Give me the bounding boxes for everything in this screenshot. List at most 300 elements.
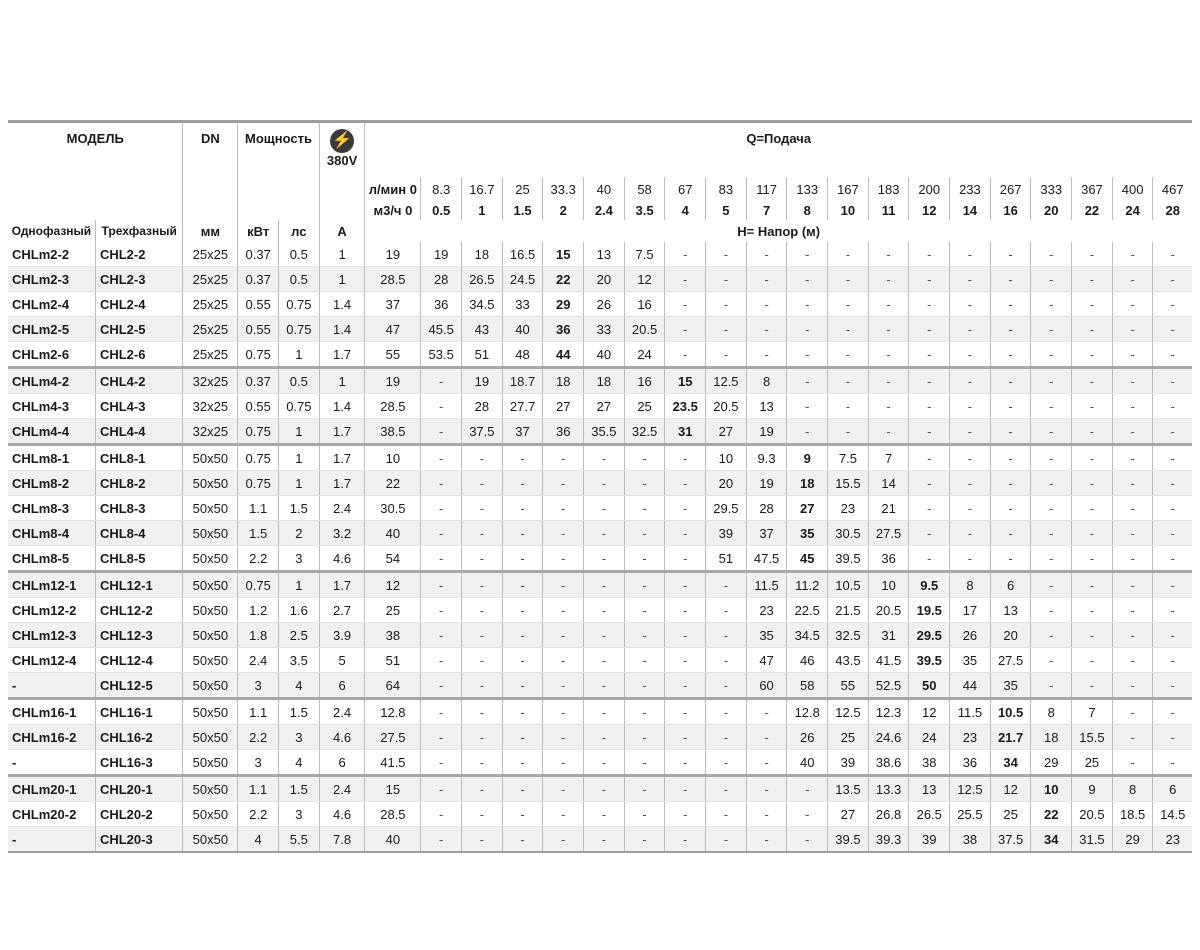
single-phase-model: CHLm8-4: [8, 521, 95, 546]
head-value: -: [706, 750, 747, 776]
head-value: -: [1153, 445, 1192, 471]
amp-value: 5: [319, 648, 365, 673]
head-value: -: [543, 827, 584, 853]
head-value: 44: [543, 342, 584, 368]
head-value: 34.5: [787, 623, 828, 648]
hp-value: 1.6: [279, 598, 320, 623]
head-value: -: [543, 776, 584, 802]
head-value: -: [909, 471, 950, 496]
flow-m3h-value: 7: [746, 201, 787, 220]
single-phase-model: CHLm12-3: [8, 623, 95, 648]
table-row: [8, 419, 1192, 445]
three-phase-model: CHL16-2: [95, 725, 182, 750]
head-value: -: [746, 802, 787, 827]
head-value: -: [1112, 725, 1153, 750]
head-at-zero-flow: 25: [365, 598, 421, 623]
dn-value: 50x50: [183, 699, 238, 725]
kw-value: 0.55: [238, 292, 279, 317]
head-value: 45.5: [421, 317, 462, 342]
kw-value: 0.75: [238, 342, 279, 368]
head-value: -: [1072, 317, 1113, 342]
head-value: 35: [990, 673, 1031, 699]
head-value: 33: [502, 292, 543, 317]
table-row: [8, 292, 1192, 317]
dn-value: 50x50: [183, 496, 238, 521]
head-value: 19: [462, 368, 503, 394]
three-phase-model: CHL12-2: [95, 598, 182, 623]
head-at-zero-flow: 38: [365, 623, 421, 648]
head-value: -: [828, 394, 869, 419]
head-value: -: [1072, 572, 1113, 598]
head-value: -: [868, 419, 909, 445]
head-value: -: [990, 471, 1031, 496]
head-value: -: [502, 776, 543, 802]
power-spacer: [238, 177, 319, 201]
head-value: -: [462, 699, 503, 725]
flow-m3h-value: 5: [706, 201, 747, 220]
head-value: -: [421, 368, 462, 394]
head-value: -: [624, 445, 665, 471]
head-value: -: [746, 267, 787, 292]
head-value: 33: [584, 317, 625, 342]
head-value: -: [502, 827, 543, 853]
head-value: 55: [828, 673, 869, 699]
head-value: -: [909, 445, 950, 471]
head-value: -: [1153, 699, 1192, 725]
head-value: -: [828, 317, 869, 342]
head-value: 29: [1031, 750, 1072, 776]
head-value: 18: [543, 368, 584, 394]
head-value: -: [828, 267, 869, 292]
head-value: 29: [1112, 827, 1153, 853]
hp-value: 1.5: [279, 496, 320, 521]
head-value: 27: [543, 394, 584, 419]
single-phase-model: CHLm2-4: [8, 292, 95, 317]
head-value: -: [584, 598, 625, 623]
head-value: -: [665, 802, 706, 827]
head-value: 18: [1031, 725, 1072, 750]
flow-lmin-value: 58: [624, 177, 665, 201]
head-value: -: [787, 292, 828, 317]
head-value: 37.5: [990, 827, 1031, 853]
head-value: -: [1112, 471, 1153, 496]
head-value: 19: [746, 471, 787, 496]
dn-value: 25x25: [183, 317, 238, 342]
dn-value: 50x50: [183, 445, 238, 471]
head-value: -: [1112, 242, 1153, 267]
head-value: 34: [990, 750, 1031, 776]
hp-value: 4: [279, 673, 320, 699]
head-value: -: [950, 419, 991, 445]
single-phase-model: CHLm2-5: [8, 317, 95, 342]
flow-lmin-value: 40: [584, 177, 625, 201]
head-value: 46: [787, 648, 828, 673]
kw-value: 1.1: [238, 496, 279, 521]
head-value: -: [462, 802, 503, 827]
head-value: 22.5: [787, 598, 828, 623]
head-value: -: [502, 623, 543, 648]
head-value: -: [421, 572, 462, 598]
head-value: -: [624, 648, 665, 673]
three-phase-model: CHL12-4: [95, 648, 182, 673]
table-row: [8, 802, 1192, 827]
head-value: 35.5: [584, 419, 625, 445]
head-value: -: [1031, 317, 1072, 342]
head-value: -: [665, 648, 706, 673]
head-value: -: [990, 445, 1031, 471]
three-phase-model: CHL4-4: [95, 419, 182, 445]
head-value: -: [1072, 546, 1113, 572]
head-value: 12: [624, 267, 665, 292]
head-value: -: [665, 292, 706, 317]
head-value: -: [502, 598, 543, 623]
kw-value: 3: [238, 750, 279, 776]
amp-value: 6: [319, 673, 365, 699]
hp-value: 3.5: [279, 648, 320, 673]
head-value: -: [462, 546, 503, 572]
flow-m3h-value: 0.5: [421, 201, 462, 220]
head-value: -: [1112, 292, 1153, 317]
single-phase-model: CHLm12-4: [8, 648, 95, 673]
head-value: 45: [787, 546, 828, 572]
hp-value: 0.75: [279, 292, 320, 317]
head-value: 52.5: [868, 673, 909, 699]
flow-m3h-value: 1.5: [502, 201, 543, 220]
head-value: -: [543, 750, 584, 776]
hp-value: 2.5: [279, 623, 320, 648]
head-value: -: [421, 725, 462, 750]
head-value: 25: [828, 725, 869, 750]
head-at-zero-flow: 64: [365, 673, 421, 699]
head-value: 9.5: [909, 572, 950, 598]
head-value: -: [990, 394, 1031, 419]
head-value: -: [421, 648, 462, 673]
kw-value: 4: [238, 827, 279, 853]
dn-value: 50x50: [183, 648, 238, 673]
three-phase-model: CHL2-5: [95, 317, 182, 342]
head-value: 36: [543, 317, 584, 342]
hp-value: 3: [279, 802, 320, 827]
head-value: -: [502, 750, 543, 776]
head-value: 7.5: [828, 445, 869, 471]
flow-m3h-value: 16: [990, 201, 1031, 220]
dn-value: 32x25: [183, 368, 238, 394]
head-value: -: [1072, 368, 1113, 394]
head-value: -: [665, 496, 706, 521]
dn-value: 50x50: [183, 521, 238, 546]
head-value: 8: [950, 572, 991, 598]
head-value: 15.5: [828, 471, 869, 496]
head-value: -: [665, 242, 706, 267]
flow-m3h-value: 10: [828, 201, 869, 220]
head-value: 12.5: [950, 776, 991, 802]
dn-value: 25x25: [183, 292, 238, 317]
head-value: 16.5: [502, 242, 543, 267]
head-value: -: [1031, 342, 1072, 368]
head-value: 51: [706, 546, 747, 572]
flow-m3h-value: 20: [1031, 201, 1072, 220]
single-phase-model: CHLm16-2: [8, 725, 95, 750]
head-value: 31.5: [1072, 827, 1113, 853]
head-value: 21: [868, 496, 909, 521]
head-value: -: [1153, 572, 1192, 598]
head-value: -: [543, 699, 584, 725]
head-value: -: [462, 572, 503, 598]
amp-value: 1.4: [319, 317, 365, 342]
head-value: -: [706, 598, 747, 623]
head-value: -: [1031, 368, 1072, 394]
head-value: 38: [909, 750, 950, 776]
head-value: -: [909, 546, 950, 572]
table-row: [8, 750, 1192, 776]
head-value: 7: [1072, 699, 1113, 725]
head-value: -: [584, 802, 625, 827]
head-value: -: [1072, 673, 1113, 699]
head-value: -: [909, 419, 950, 445]
flow-lmin-value: 16.7: [462, 177, 503, 201]
head-value: -: [1031, 673, 1072, 699]
three-phase-model: CHL8-2: [95, 471, 182, 496]
flow-m3h-value: 14: [950, 201, 991, 220]
kw-value: 1.2: [238, 598, 279, 623]
head-value: -: [421, 496, 462, 521]
head-value: 38: [950, 827, 991, 853]
head-at-zero-flow: 27.5: [365, 725, 421, 750]
head-value: -: [1031, 648, 1072, 673]
head-value: -: [950, 546, 991, 572]
head-value: -: [1031, 471, 1072, 496]
head-value: -: [462, 827, 503, 853]
hp-value: 4: [279, 750, 320, 776]
kw-value: 3: [238, 673, 279, 699]
single-phase-model: CHLm2-6: [8, 342, 95, 368]
head-value: -: [787, 368, 828, 394]
hp-value: 1: [279, 572, 320, 598]
head-value: -: [787, 267, 828, 292]
table-row: [8, 546, 1192, 572]
head-value: -: [1112, 648, 1153, 673]
voltage-label: 380V: [326, 153, 358, 168]
head-value: 21.7: [990, 725, 1031, 750]
head-value: 13: [584, 242, 625, 267]
head-value: 18: [462, 242, 503, 267]
head-value: 13: [746, 394, 787, 419]
head-value: -: [1153, 317, 1192, 342]
head-value: 23: [828, 496, 869, 521]
three-phase-model: CHL20-2: [95, 802, 182, 827]
dn-value: 25x25: [183, 342, 238, 368]
head-value: -: [950, 267, 991, 292]
head-header: H= Напор (м): [737, 223, 821, 239]
dn-header: DN: [183, 122, 238, 221]
flow-m3h-value: 4: [665, 201, 706, 220]
head-value: -: [868, 342, 909, 368]
dn-value: 32x25: [183, 394, 238, 419]
kw-value: 0.75: [238, 471, 279, 496]
head-value: 15: [543, 242, 584, 267]
head-value: -: [1072, 598, 1113, 623]
head-value: 44: [950, 673, 991, 699]
head-value: 23: [746, 598, 787, 623]
head-value: -: [1112, 750, 1153, 776]
single-phase-model: CHLm4-3: [8, 394, 95, 419]
head-value: 27.5: [990, 648, 1031, 673]
head-value: -: [1112, 521, 1153, 546]
amp-value: 1.4: [319, 394, 365, 419]
head-value: -: [706, 827, 747, 853]
head-value: -: [1072, 292, 1113, 317]
head-at-zero-flow: 19: [365, 368, 421, 394]
head-value: -: [1153, 292, 1192, 317]
hp-value: 2: [279, 521, 320, 546]
head-value: -: [828, 242, 869, 267]
kw-value: 1.8: [238, 623, 279, 648]
head-at-zero-flow: 10: [365, 445, 421, 471]
single-phase-model: CHLm4-4: [8, 419, 95, 445]
hp-value: 0.5: [279, 242, 320, 267]
head-value: -: [462, 648, 503, 673]
amp-value: 1: [319, 242, 365, 267]
head-value: -: [502, 546, 543, 572]
head-value: -: [868, 292, 909, 317]
head-value: -: [1112, 572, 1153, 598]
flow-lmin-value: 133: [787, 177, 828, 201]
dn-value: 25x25: [183, 267, 238, 292]
head-value: -: [1072, 419, 1113, 445]
head-at-zero-flow: 12: [365, 572, 421, 598]
head-value: -: [868, 394, 909, 419]
head-value: -: [746, 699, 787, 725]
head-value: 7.5: [624, 242, 665, 267]
head-value: 19: [746, 419, 787, 445]
head-value: -: [624, 802, 665, 827]
head-value: -: [665, 471, 706, 496]
single-phase-model: CHLm8-3: [8, 496, 95, 521]
amp-value: 2.4: [319, 699, 365, 725]
head-value: -: [421, 546, 462, 572]
head-value: 31: [868, 623, 909, 648]
head-value: -: [624, 725, 665, 750]
flow-m3h-value: 2: [543, 201, 584, 220]
head-value: -: [990, 521, 1031, 546]
head-value: -: [665, 317, 706, 342]
table-row: [8, 776, 1192, 802]
head-value: -: [543, 598, 584, 623]
dn-value: 50x50: [183, 725, 238, 750]
kw-value: 0.75: [238, 445, 279, 471]
hp-value: 1: [279, 471, 320, 496]
head-value: -: [1112, 267, 1153, 292]
amp-value: 2.4: [319, 776, 365, 802]
three-phase-model: CHL16-3: [95, 750, 182, 776]
head-value: 25.5: [950, 802, 991, 827]
head-value: -: [421, 827, 462, 853]
head-value: 27: [787, 496, 828, 521]
table-row: [8, 598, 1192, 623]
head-value: -: [421, 673, 462, 699]
head-value: -: [746, 292, 787, 317]
head-value: -: [1072, 471, 1113, 496]
three-phase-model: CHL8-4: [95, 521, 182, 546]
amp-value: 1.7: [319, 572, 365, 598]
amp-value: 1.7: [319, 419, 365, 445]
head-value: 22: [543, 267, 584, 292]
table-row: [8, 827, 1192, 853]
head-value: 40: [502, 317, 543, 342]
head-value: 35: [746, 623, 787, 648]
head-value: 36: [868, 546, 909, 572]
table-row: [8, 572, 1192, 598]
head-value: -: [502, 572, 543, 598]
head-value: -: [1031, 242, 1072, 267]
head-value: -: [665, 546, 706, 572]
head-value: -: [1031, 445, 1072, 471]
head-value: 25: [1072, 750, 1113, 776]
head-value: -: [665, 776, 706, 802]
head-value: -: [950, 445, 991, 471]
table-row: [8, 648, 1192, 673]
head-value: -: [1153, 368, 1192, 394]
head-value: 29.5: [706, 496, 747, 521]
head-value: 14.5: [1153, 802, 1192, 827]
head-value: -: [1112, 368, 1153, 394]
hp-value: 1.5: [279, 699, 320, 725]
power-header: Мощность: [238, 122, 319, 178]
head-value: -: [502, 673, 543, 699]
head-value: -: [665, 445, 706, 471]
head-value: -: [909, 342, 950, 368]
dn-value: 50x50: [183, 471, 238, 496]
head-value: 8: [1031, 699, 1072, 725]
three-phase-model: CHL2-4: [95, 292, 182, 317]
dn-value: 50x50: [183, 776, 238, 802]
head-value: -: [1112, 623, 1153, 648]
head-value: -: [462, 496, 503, 521]
head-value: 12: [990, 776, 1031, 802]
dn-value: 50x50: [183, 572, 238, 598]
head-value: -: [706, 623, 747, 648]
head-value: -: [502, 471, 543, 496]
single-phase-model: -: [8, 750, 95, 776]
head-value: -: [624, 623, 665, 648]
head-value: -: [421, 419, 462, 445]
kw-value: 0.75: [238, 419, 279, 445]
three-phase-model: CHL16-1: [95, 699, 182, 725]
head-value: 29.5: [909, 623, 950, 648]
head-value: 13: [909, 776, 950, 802]
head-value: 10.5: [990, 699, 1031, 725]
head-value: 27.7: [502, 394, 543, 419]
table-row: [8, 445, 1192, 471]
head-value: -: [462, 750, 503, 776]
table-row: [8, 342, 1192, 368]
head-at-zero-flow: 54: [365, 546, 421, 572]
head-value: 28: [421, 267, 462, 292]
three-phase-model: CHL4-3: [95, 394, 182, 419]
head-value: 41.5: [868, 648, 909, 673]
head-value: 23: [950, 725, 991, 750]
head-value: -: [990, 419, 1031, 445]
power-spacer: [238, 201, 319, 220]
head-value: 11.5: [950, 699, 991, 725]
head-value: -: [624, 598, 665, 623]
head-value: -: [624, 699, 665, 725]
head-value: -: [421, 623, 462, 648]
head-value: -: [624, 776, 665, 802]
flow-lmin-value: 200: [909, 177, 950, 201]
single-phase-model: CHLm16-1: [8, 699, 95, 725]
head-value: 20: [706, 471, 747, 496]
